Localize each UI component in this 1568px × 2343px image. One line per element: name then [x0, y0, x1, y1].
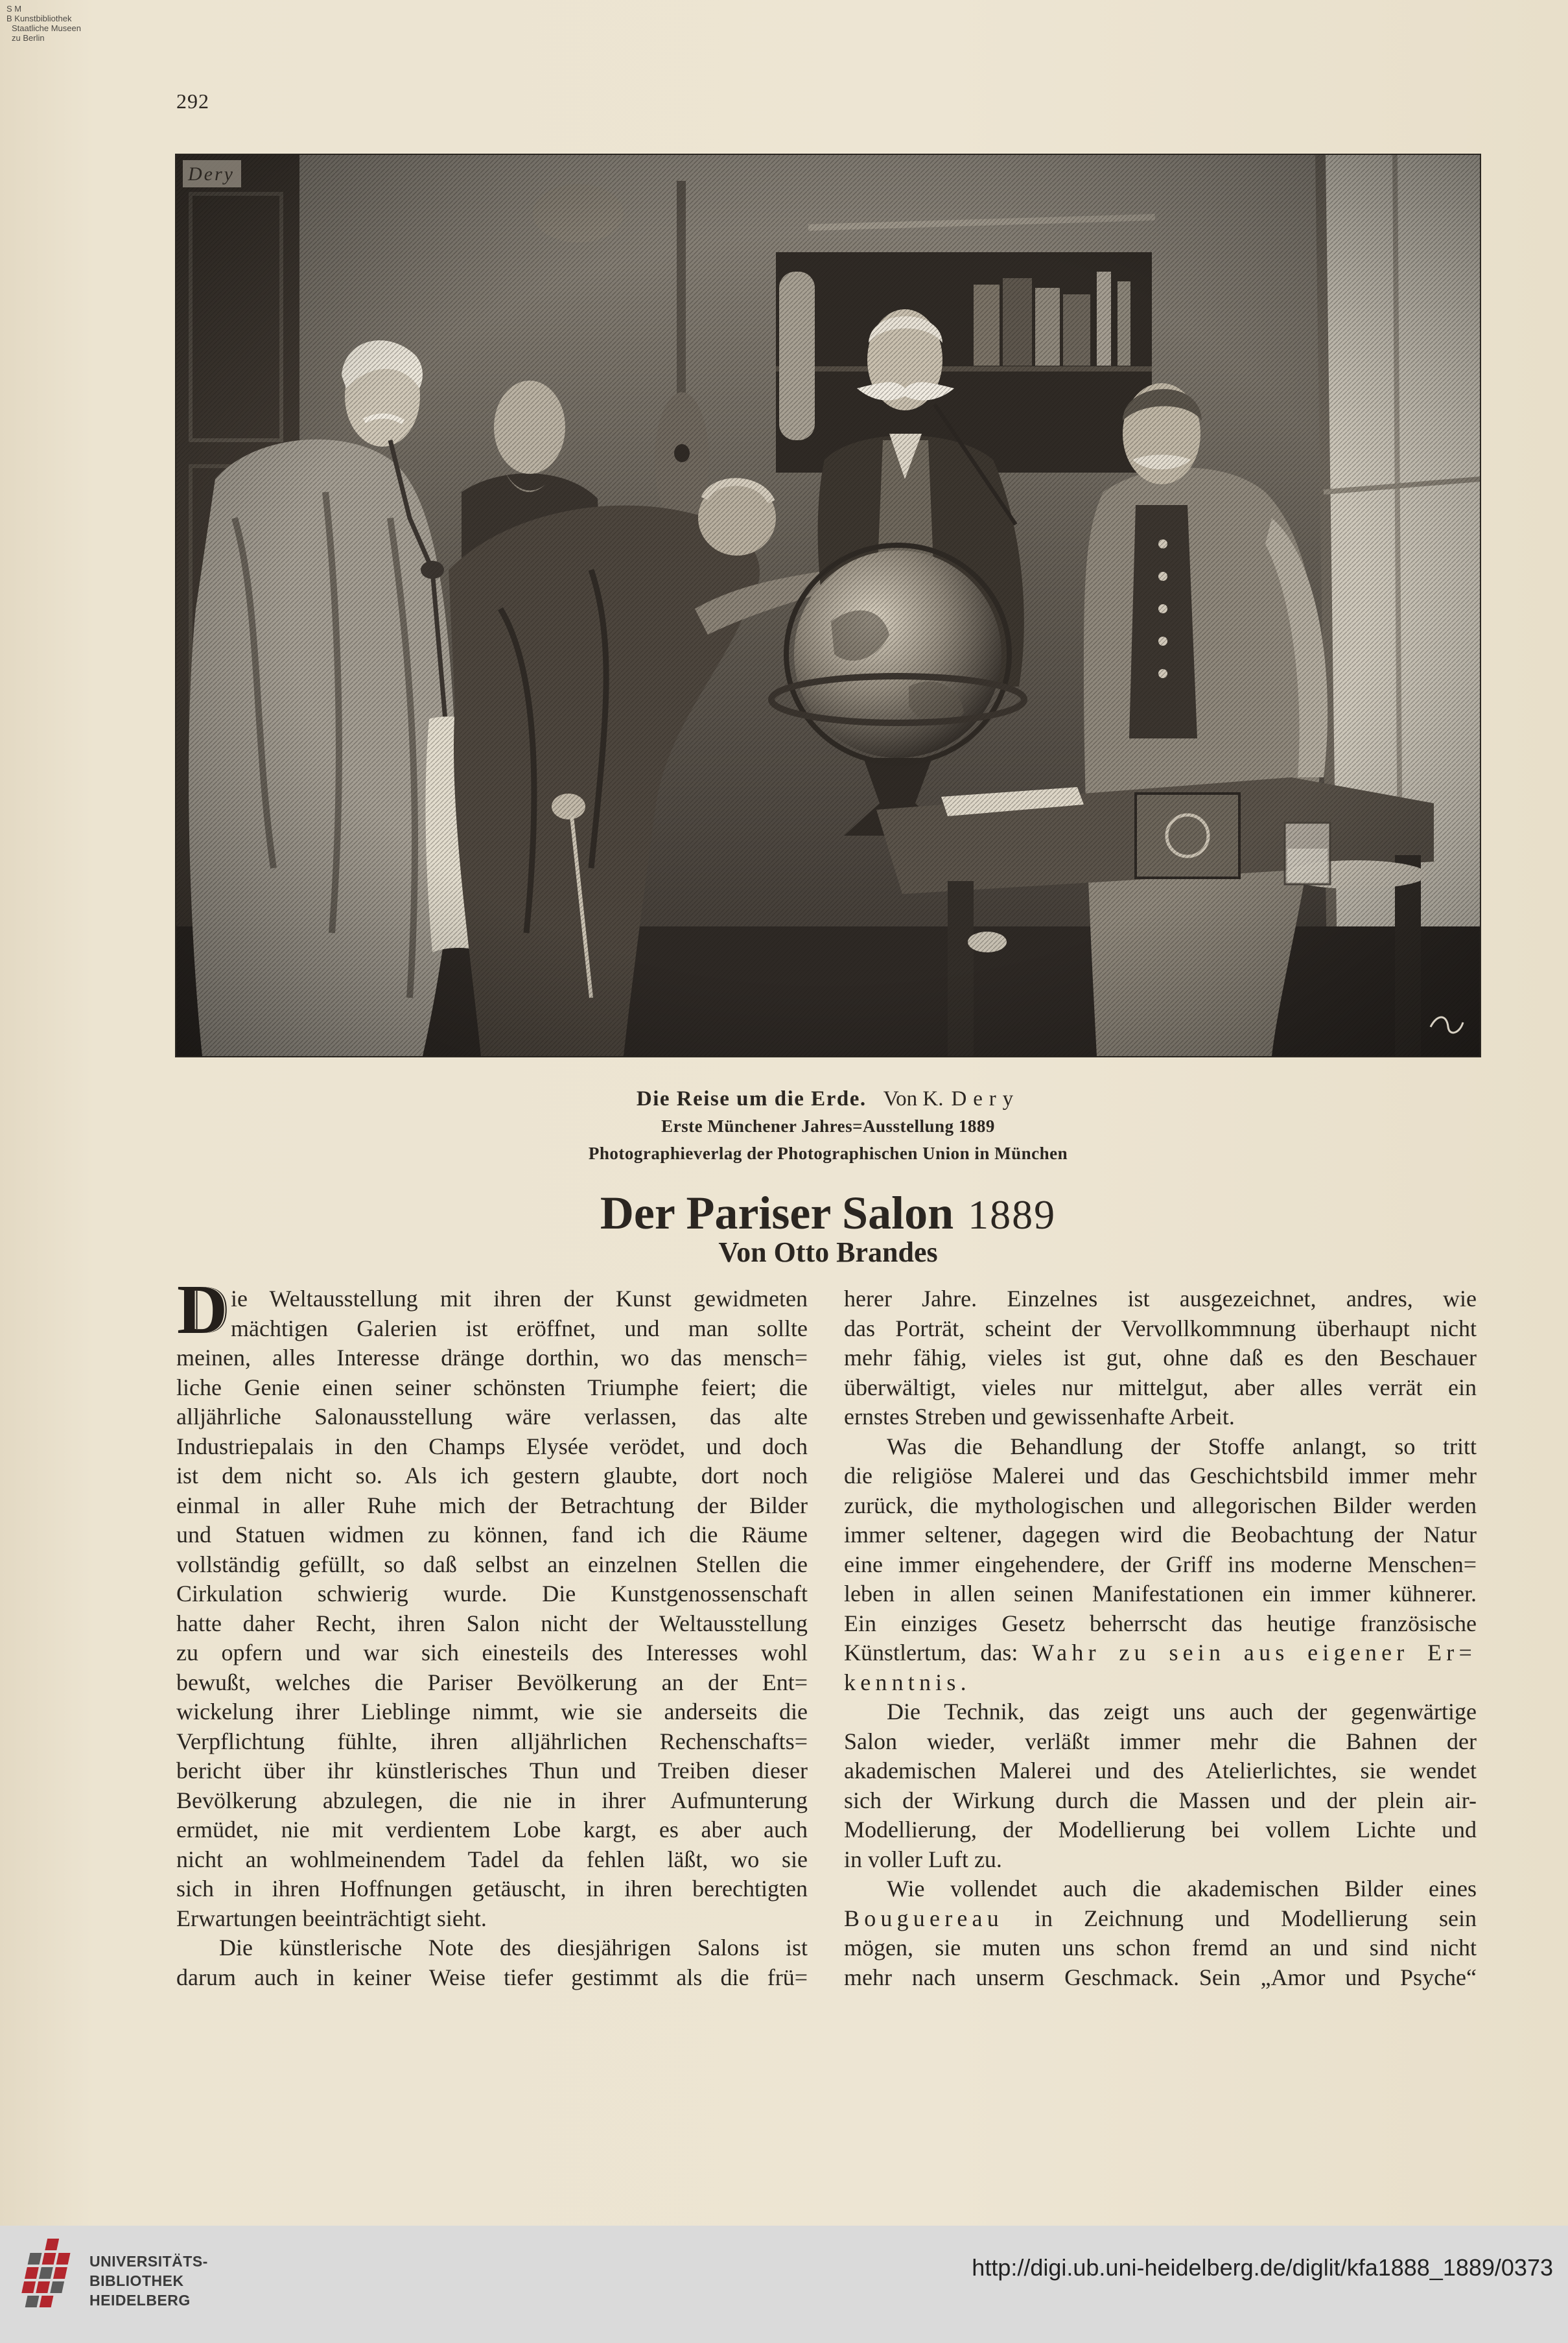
source-url-link[interactable]: http://digi.ub.uni-heidelberg.de/diglit/kfa1888_1889/0373 [972, 2254, 1553, 2281]
text-line: leben in allen seinen Manifestationen ein immer kühnerer. [844, 1581, 1477, 1607]
artist-signature [183, 160, 241, 187]
article-title [175, 1185, 1481, 1241]
text-line: herer Jahre. Einzelnes ist ausgezeichnet, andres, wie [844, 1286, 1477, 1312]
text-line: sich der Wirkung durch die Massen und der plein air- [844, 1787, 1477, 1813]
text-line: mögen, sie muten uns schon fremd an und sind nicht [844, 1935, 1477, 1960]
text-line: Die Technik, das zeigt uns auch der gegenwärtige [887, 1699, 1477, 1725]
text-line: Erwartungen beeinträchtigt sieht. [176, 1905, 487, 1931]
text-line: überwältigt, vieles nur mittelgut, aber alles verrät ein [844, 1374, 1477, 1400]
stamp-line: Staatliche Museen [12, 23, 81, 33]
text-line: die religiöse Malerei und das Geschichtsbild immer mehr [844, 1463, 1477, 1489]
stamp-line: zu Berlin [12, 33, 45, 43]
caption-title: Die Reise um die Erde. [636, 1087, 867, 1111]
text-line: sich in ihren Hoffnungen getäuscht, in ihren berechtigten [176, 1876, 808, 1901]
text-segment: Künstlertum, das: [844, 1640, 1032, 1666]
text-line: ermüdet, nie mit verdientem Lobe kargt, es aber auch [176, 1817, 808, 1843]
page-number: 292 [176, 89, 209, 113]
text-line: mächtigen Galerien ist eröffnet, und man sollte [231, 1315, 808, 1341]
text-line: das Porträt, scheint der Vervollkommnung überhaupt nicht [844, 1315, 1477, 1341]
text-line: Die künstlerische Note des diesjährigen Salons ist [219, 1935, 808, 1960]
text-line: wickelung ihrer Lieblinge nimmt, wie sie anderseits die [176, 1699, 808, 1725]
library-name-line: HEIDELBERG [89, 2292, 191, 2309]
text-line: mehr fähig, vieles ist gut, ohne daß es den Beschauer [844, 1345, 1477, 1371]
footer-bar [0, 2226, 1568, 2343]
text-line: einmal in aller Ruhe mich der Betrachtung der Bilder [176, 1492, 808, 1518]
text-segment: in Zeichnung und Modellierung sein [1003, 1905, 1477, 1931]
library-stamp [6, 4, 81, 43]
library-name-line: BIBLIOTHEK [89, 2272, 184, 2289]
stamp-line: S M [6, 4, 22, 14]
text-line: mehr nach unserm Geschmack. Sein „Amor und Psyche“ [844, 1964, 1477, 1990]
text-column-left [176, 1271, 808, 1992]
text-line: darum auch in keiner Weise tiefer gestimmt als die frü= [176, 1964, 808, 1990]
article-title-text: Der Pariser Salon [600, 1187, 954, 1239]
vignette [176, 155, 1480, 1056]
caption-artist: Dery [951, 1087, 1020, 1111]
text-column-right [844, 1284, 1477, 1992]
text-line: bericht über ihr künstlerisches Thun und Treiben dieser [176, 1758, 808, 1784]
text-line: in voller Luft zu. [844, 1846, 1002, 1872]
drop-cap: D [177, 1271, 228, 1348]
text-line: kenntnis. [844, 1669, 971, 1695]
engraving-illustration [175, 154, 1481, 1057]
spaced-emphasis: Bouguereau [844, 1905, 1003, 1931]
text-line: Salon wieder, verläßt immer mehr die Bahnen der [844, 1728, 1477, 1754]
text-line: Modellierung, der Modellierung bei vollem Lichte und [844, 1817, 1477, 1843]
library-name-line: UNIVERSITÄTS- [89, 2253, 208, 2270]
text-line: alljährliche Salonausstellung wäre verlassen, das alte [176, 1404, 808, 1430]
heidelberg-library-logo-icon [14, 2236, 86, 2317]
text-line: ist dem nicht so. Als ich gestern glaubte, dort noch [176, 1463, 808, 1489]
stamp-line: B Kunstbibliothek [6, 14, 72, 23]
illustration-svg [176, 155, 1480, 1056]
text-line: immer seltener, dagegen wird die Beobachtung der Natur [844, 1522, 1477, 1548]
caption-by: Von K. [883, 1087, 944, 1111]
text-line: Verpflichtung fühlte, ihren alljährlichen Rechenschafts= [176, 1728, 808, 1754]
text-line [844, 1638, 1477, 1668]
library-name [89, 2252, 208, 2310]
text-line: zurück, die mythologischen und allegorischen Bilder werden [844, 1492, 1477, 1518]
text-line: eine immer eingehendere, der Griff ins moderne Menschen= [844, 1551, 1477, 1577]
spaced-emphasis: Wahr zu sein aus eigener Er= [1031, 1640, 1477, 1666]
text-line: Bevölkerung abzulegen, die nie in ihrer Aufmunterung [176, 1787, 808, 1813]
text-line: vollständig gefüllt, so daß selbst an einzelnen Stellen die [176, 1551, 808, 1577]
text-line: und Statuen widmen zu können, fand ich die Räume [176, 1522, 808, 1548]
text-line: Ein einziges Gesetz beherrscht das heutige französische [844, 1610, 1477, 1636]
caption-exhibition: Erste Münchener Jahres=Ausstellung 1889 [661, 1116, 995, 1136]
text-line: Was die Behandlung der Stoffe anlangt, so tritt [887, 1433, 1477, 1459]
caption-publisher: Photographieverlag der Photographischen Union in München [588, 1144, 1068, 1163]
text-line: akademischen Malerei und des Atelierlichtes, sie wendet [844, 1758, 1477, 1784]
text-line: Wie vollendet auch die akademischen Bilder eines [887, 1876, 1477, 1901]
text-line: hatte daher Recht, ihren Salon nicht der Weltausstellung [176, 1610, 808, 1636]
illustration-caption [175, 1085, 1481, 1113]
text-line: bewußt, welches die Pariser Bevölkerung an der Ent= [176, 1669, 808, 1695]
text-line: zu opfern und war sich einesteils des Interesses wohl [176, 1640, 808, 1666]
article-author: Von Otto Brandes [718, 1236, 938, 1268]
signature-text: Dery [188, 163, 235, 185]
text-line: ie Weltausstellung mit ihren der Kunst gewidmeten [231, 1286, 808, 1312]
text-line: ernstes Streben und gewissenhafte Arbeit. [844, 1404, 1235, 1430]
text-line: Industriepalais in den Champs Elysée verödet, und doch [176, 1433, 808, 1459]
text-line: Cirkulation schwierig wurde. Die Kunstgenossenschaft [176, 1581, 808, 1607]
text-line: nicht an wohlmeinendem Tadel da fehlen läßt, wo sie [176, 1846, 808, 1872]
text-line: meinen, alles Interesse dränge dorthin, wo das mensch= [176, 1345, 808, 1371]
text-line: liche Genie einen seiner schönsten Triumphe feiert; die [176, 1374, 808, 1400]
article-year: 1889 [968, 1192, 1057, 1238]
text-line [844, 1904, 1477, 1934]
